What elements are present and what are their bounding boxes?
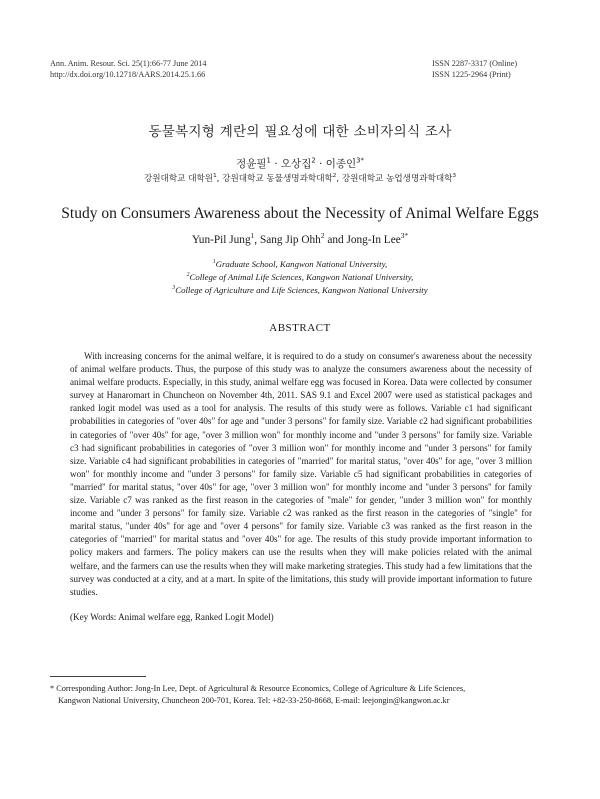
abstract-heading: ABSTRACT	[269, 322, 331, 334]
issn-online: ISSN 2287-3317 (Online)	[432, 59, 518, 68]
footnote-divider	[50, 676, 146, 677]
affiliation-3: $^3$College of Agriculture and Life Sciences, Kangwon National University	[172, 285, 428, 295]
korean-author-1: 정윤필	[236, 158, 267, 170]
corresponding-author-footnote	[50, 683, 555, 707]
abstract-body: With increasing concerns for the animal welfare, it is required to do a study on consumer's awareness about the necessity of animal welfare products. Thus, the purpose of this study was to analyze the consumers awareness about the necessity of animal welfare products. Especially, in this study, animal welfare egg was focused in Korea. Data were collected by consumer survey at Hanaromart in Chuncheon on November 4th, 2011. SAS 9.1 and Excel 2007 were used as statistical packages and ranked logit model was used as a tool for analysis. The results of this study were as follows. Variable c1 had significant probabilities in categories of "over 40s" for age and "under 3 persons" for family size. Variable c2 had significant probabilities in categories of "over 40s" for age, "over 3 million won" for monthly income and "under 3 persons" for family size. Variable c3 had significant probabilities in categories of "over 3 million won" for monthly income and "under 3 persons" for family size. Variable c4 had significant probabilities in categories of "married" for marital status, "over 40s" for age, "over 3 million won" for monthly income and "under 3 persons" for family size. Variable c5 had significant probabilities in categories of "married" for marital status, "over 40s" for age, "over 3 million won" for monthly income and "under 3 persons" for family size. Variable c7 was ranked as the first reason in the categories of "male" for gender, "under 3 million won" for monthly income and "under 3 persons" for family size. Variable c2 was ranked as the first reason in the categories of "single" for marital status, "under 40s" for age and "over 4 persons" for family size. Variable c3 was ranked as the first reason in the categories of "married" for marital status and "over 40s" for age. The results of this study provide important information to policy makers and farmers. The policy makers can use the results when they will make policies related with the animal welfare, and the farmers can use the results when they will make marketing strategies. This study had a few limitations that the survey was conducted at a city, and at a mart. In spite of the limitations, this study will provide important information to future studies.	[70, 351, 532, 597]
english-authors: Yun-Pil Jung$^1$, Sang Jip Ohh$^2$ and Jong-In Lee$^{3*}$	[191, 231, 409, 246]
footnote-line-2: Kangwon National University, Chuncheon 200-701, Korea. Tel: +82-33-250-8668, E-mail: leejongin@kangwon.ac.kr	[58, 696, 450, 705]
affiliation-2: $^2$College of Animal Life Sciences, Kangwon National University,	[186, 272, 414, 282]
issn-print: ISSN 1225-2964 (Print)	[432, 70, 511, 79]
keywords: (Key Words: Animal welfare egg, Ranked Logit Model)	[70, 612, 274, 622]
english-title: Study on Consumers Awareness about the Necessity of Animal Welfare Eggs	[61, 205, 539, 222]
issn-block	[432, 58, 517, 80]
footnote-line-1: * Corresponding Author: Jong-In Lee, Dept. of Agricultural & Resource Economics, College of Agriculture & Life Sciences,	[50, 684, 466, 693]
journal-citation	[50, 58, 206, 80]
korean-title: 동물복지형 계란의 필요성에 대한 소비자의식 조사	[148, 124, 452, 140]
english-author-3: Jong-In Lee	[346, 234, 401, 246]
journal-reference: Ann. Anim. Resour. Sci. 25(1):66-77 June 2014	[50, 59, 207, 68]
korean-author-3: 이종인	[325, 158, 357, 170]
korean-authors: 정윤필$^1$ · 오상집$^2$ · 이종인$^{3*}$	[236, 156, 364, 170]
korean-author-2: 오상집	[280, 158, 312, 170]
english-author-2: Sang Jip Ohh	[259, 234, 321, 246]
doi-link[interactable]: http://dx.doi.org/10.12718/AARS.2014.25.1.66	[50, 70, 206, 79]
affiliation-1: $^1$Graduate School, Kangwon National University,	[212, 259, 388, 269]
korean-affiliations: 강원대학교 대학원$^1$, 강원대학교 동물생명과학대학$^2$, 강원대학교 농업생명과학대학$^3$	[143, 173, 457, 184]
english-author-1: Yun-Pil Jung	[191, 234, 251, 246]
